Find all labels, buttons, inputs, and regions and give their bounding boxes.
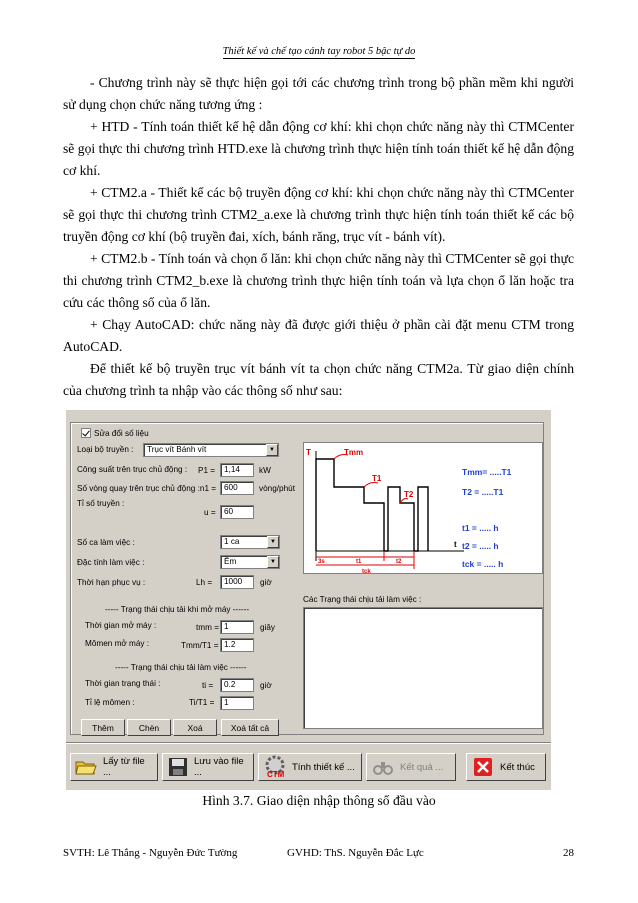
close-icon — [471, 756, 495, 778]
label-thoi-gian-trang-thai: Thời gian trạng thái : — [85, 679, 161, 688]
so-ca-combo[interactable]: 1 ca ▼ — [220, 535, 280, 549]
paragraph: + CTM2.b - Tính toán và chọn ổ lăn: khi chọn chức năng này thì CTMCenter sẽ gọi thực thi chương trình CTM2_b.exe là chương trình thực hiện tính toán và lựa chọn ổ lăn hoặc tra cứu các thông số của ổ lăn. — [63, 251, 574, 310]
label-thoi-han: Thời hạn phục vụ : — [77, 578, 146, 587]
chevron-down-icon[interactable]: ▼ — [267, 536, 279, 548]
ctm-gear-icon — [263, 756, 287, 778]
legend-line: t2 = ..... h — [462, 541, 499, 551]
label-so-ca: Số ca làm việc : — [77, 538, 135, 547]
chevron-down-icon[interactable]: ▼ — [266, 444, 278, 456]
diagram-x-label: t — [454, 540, 457, 549]
unit-kw: kW — [259, 466, 271, 475]
symbol-tmm-t1: Tmm/T1 = — [181, 641, 219, 650]
diagram-y-label: T — [306, 448, 311, 457]
label-momen-mo-may: Mômen mở máy : — [85, 639, 150, 648]
lay-tu-file-button[interactable]: Lấy từ file ... — [70, 753, 158, 781]
legend-line: tck = ..... h — [462, 559, 504, 569]
ti-le-momen-input[interactable]: 1 — [220, 696, 254, 710]
figure-caption: Hình 3.7. Giao diện nhập thông số đầu vào — [202, 793, 436, 808]
load-profile — [316, 459, 428, 551]
momen-mo-may-input[interactable]: 1.2 — [220, 638, 254, 652]
paragraph: - Chương trình này sẽ thực hiện gọi tới các chương trình trong bộ phần mềm khi người sử dụng chọn chức năng tương ứng : — [63, 75, 574, 112]
unit-gio-2: giờ — [260, 681, 272, 690]
label-so-vong-quay: Số vòng quay trên trục chủ động :n1 = — [77, 484, 217, 493]
legend-line: T2 = .....T1 — [462, 487, 504, 497]
thoi-han-input[interactable]: 1000 — [220, 575, 254, 589]
cong-suat-input[interactable]: 1,14 — [220, 463, 254, 477]
unit-gio: giờ — [260, 578, 272, 587]
tinh-thiet-ke-button[interactable]: CTM Tính thiết kế ... — [258, 753, 362, 781]
label-thoi-gian-mo-may: Thời gian mở máy : — [85, 621, 157, 630]
data-groupbox — [70, 422, 544, 735]
legend-line: t1 = ..... h — [462, 523, 499, 533]
thoi-gian-mo-may-input[interactable]: 1 — [220, 620, 254, 634]
unit-giay: giây — [260, 623, 276, 632]
trang-thai-memo[interactable] — [303, 607, 543, 729]
ti-so-truyen-input[interactable]: 60 — [220, 505, 254, 519]
paragraph: + Chạy AutoCAD: chức năng này đã được giới thiệu ở phần cài đặt menu CTM trong AutoCAD. — [63, 317, 574, 354]
label-cong-suat: Công suất trên trục chủ động : — [77, 465, 188, 474]
body-text — [63, 72, 574, 402]
load-diagram-svg — [304, 443, 544, 575]
chevron-down-icon[interactable]: ▼ — [267, 556, 279, 568]
label-ti-so-truyen: Tỉ số truyền : — [77, 499, 125, 508]
dac-tinh-combo[interactable]: Êm ▼ — [220, 555, 280, 569]
thoi-gian-trang-thai-input[interactable]: 0.2 — [220, 678, 254, 692]
app-screenshot — [66, 410, 551, 790]
symbol-ti-t1: Ti/T1 = — [189, 698, 215, 707]
binoculars-icon — [371, 756, 395, 778]
paragraph: Để thiết kế bộ truyền trục vít bánh vít ta chọn chức năng CTM2a. Từ giao diện chính của chương trình ta nhập vào các thông số như sau: — [63, 361, 574, 398]
diagram-3s: 3s — [318, 559, 325, 565]
label-loai-bo-truyen: Loại bộ truyền : — [77, 445, 134, 454]
loai-bo-truyen-combo[interactable]: Trục vít Bánh vít ▼ — [143, 443, 279, 457]
paragraph: + HTD - Tính toán thiết kế hệ dẫn động cơ khí: khi chọn chức năng này thì CTMCenter sẽ gọi thực thi chương trình HTD.exe là chương trình thực hiện tính toán thiết kế hệ dẫn động cơ khí. — [63, 119, 574, 178]
symbol-tmm: tmm = — [196, 623, 219, 632]
footer-student: SVTH: Lê Thắng - Nguyễn Đức Tường — [63, 847, 238, 859]
ket-thuc-button[interactable]: Kết thúc — [466, 753, 546, 781]
diagram-t1-dur: t1 — [356, 559, 362, 565]
folder-open-icon — [75, 756, 98, 778]
svg-text:CTM: CTM — [267, 770, 285, 779]
footer-advisor: GVHD: ThS. Nguyễn Đắc Lực — [287, 847, 424, 859]
load-diagram — [303, 442, 543, 574]
chen-button[interactable]: Chèn — [127, 719, 171, 736]
checkbox-checked-icon[interactable] — [81, 428, 91, 438]
edit-data-checkbox[interactable]: Sửa đổi số liệu — [79, 428, 151, 438]
symbol-u: u = — [204, 508, 216, 517]
lam-viec-heading: ----- Trạng thái chịu tải làm việc ------ — [115, 663, 247, 672]
diagram-t2-dur: t2 — [396, 559, 402, 565]
diagram-t2: T2 — [404, 490, 414, 499]
label-ti-le-momen: Tỉ lệ mômen : — [85, 698, 135, 707]
floppy-disk-icon — [167, 756, 189, 778]
xoa-button[interactable]: Xoá — [173, 719, 217, 736]
unit-vong-phut: vòng/phút — [259, 484, 295, 493]
symbol-lh: Lh = — [196, 578, 213, 587]
legend-line: Tmm= .....T1 — [462, 467, 512, 477]
page-header: Thiết kế và chế tạo cánh tay robot 5 bậc tự do — [222, 46, 416, 57]
mo-may-heading: ----- Trạng thái chịu tải khi mở máy ------ — [105, 605, 250, 614]
memo-label: Các Trạng thái chịu tải làm việc : — [303, 595, 422, 604]
symbol-ti: ti = — [202, 681, 214, 690]
diagram-t1: T1 — [372, 474, 382, 483]
them-button[interactable]: Thêm — [81, 719, 125, 736]
page-number: 28 — [563, 847, 574, 859]
toolbar-divider — [66, 742, 551, 744]
diagram-tmm: Tmm — [344, 448, 364, 457]
so-vong-quay-input[interactable]: 600 — [220, 481, 254, 495]
paragraph: + CTM2.a - Thiết kế các bộ truyền động cơ khí: khi chọn chức năng này thì CTMCenter sẽ gọi thực thi chương trình CTM2_a.exe là chương trình thực hiện tính toán thiết kế các bộ truyền động cơ khí (bộ truyền đai, xích, bánh răng, trục vít - bánh vít). — [63, 185, 574, 244]
symbol-p1: P1 = — [198, 466, 216, 475]
ket-qua-button[interactable]: Kết quả ... — [366, 753, 456, 781]
luu-vao-file-button[interactable]: Lưu vào file ... — [162, 753, 254, 781]
label-dac-tinh: Đặc tính làm việc : — [77, 558, 145, 567]
xoa-tat-ca-button[interactable]: Xoá tất cả — [221, 719, 279, 736]
diagram-tck: tck — [362, 569, 371, 575]
